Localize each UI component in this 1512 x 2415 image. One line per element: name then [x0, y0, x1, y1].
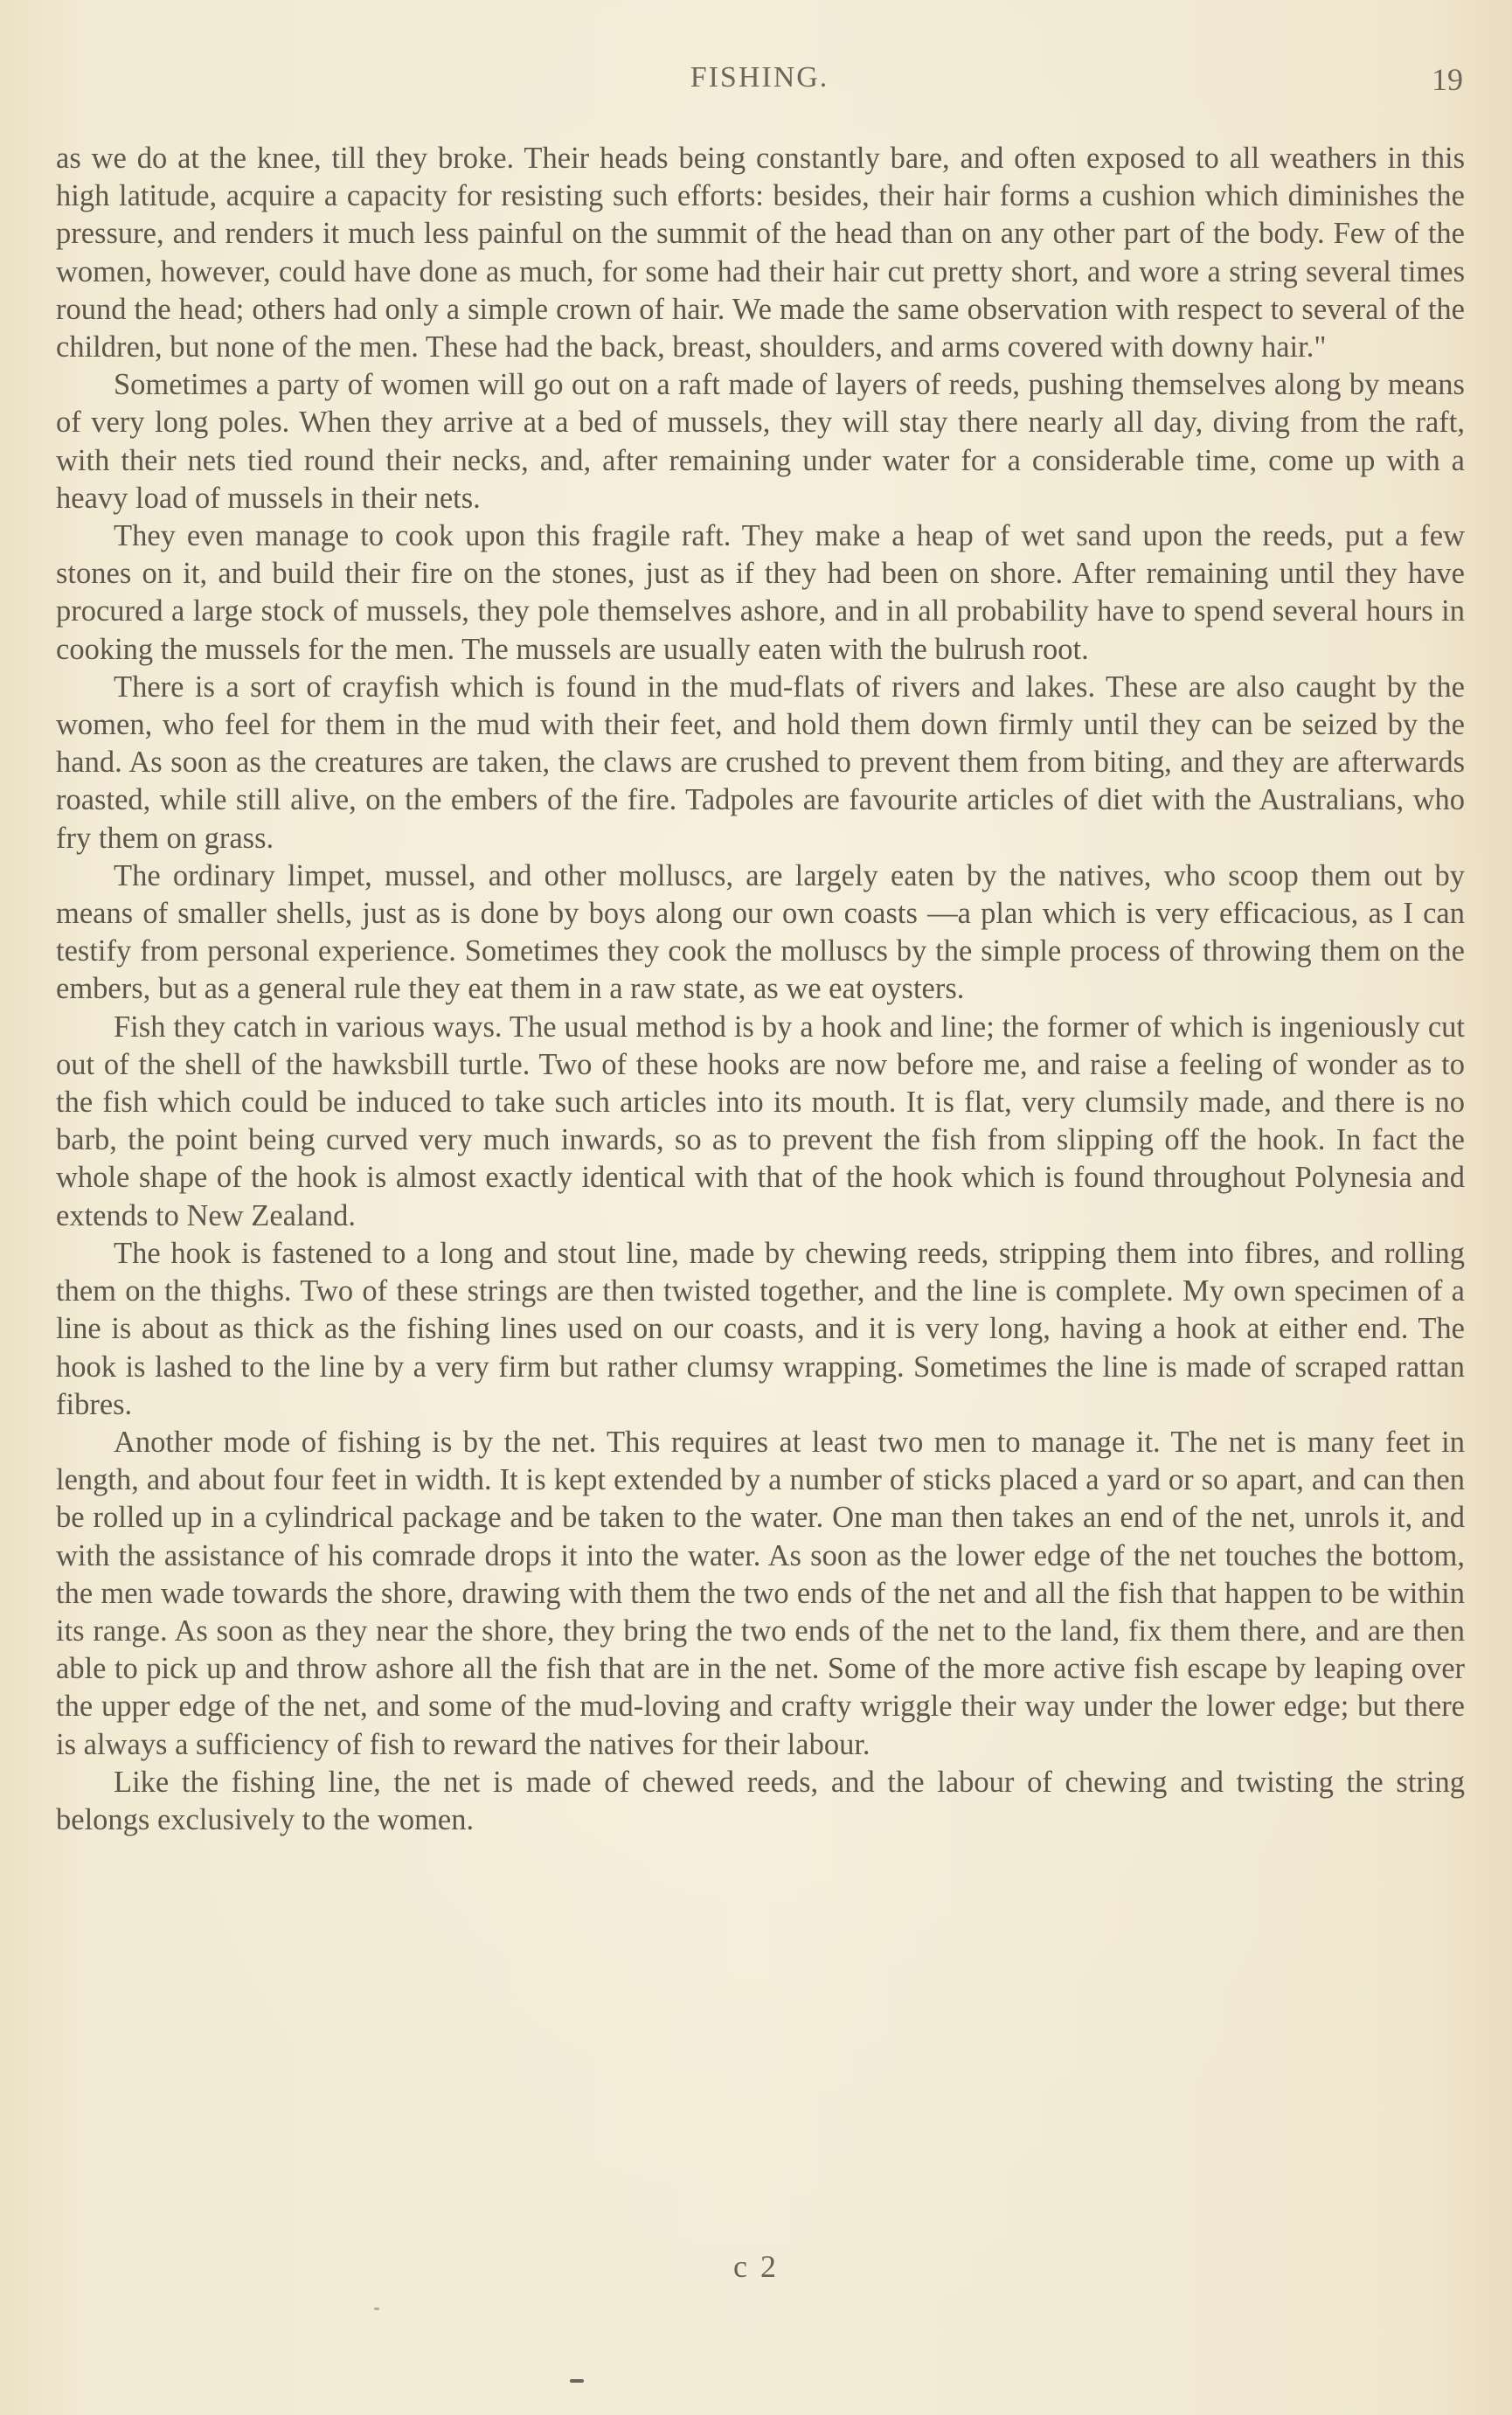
paragraph-line: The hook is fastened to a long and stout line, made by chewing reeds, stripping them into fibres, and rolling them on the thighs. Two of these strings are then twisted together, and the line is complete. My own specimen of a line is about as thick as the fishing lines used on our coasts, and it is very long, having a hook at either end. The hook is lashed to the line by a very firm but rather clumsy wrapping. Sometimes the line is made of scraped rattan fibres. — [56, 1236, 1465, 1421]
paragraph-raft: Sometimes a party of women will go out on a raft made of layers of reeds, pushing themselves along by means of very long poles. When they arrive at a bed of mussels, they will stay there nearly all day, diving from the raft, with their nets tied round their necks, and, after remaining under water for a considerable time, come up with a heavy load of mussels in their nets. — [56, 368, 1465, 515]
paragraph-molluscs: The ordinary limpet, mussel, and other molluscs, are largely eaten by the natives, who scoop them out by means of smaller shells, just as is done by boys along our own coasts —a plan which is very efficacious, as I can testify from personal experience. Sometimes they cook the molluscs by the simple process of throwing them on the embers, but as a general rule they eat them in a raw state, as we eat oysters. — [56, 858, 1465, 1006]
paragraph-continued: as we do at the knee, till they broke. Their heads being constantly bare, and often exposed to all weathers in this high latitude, acquire a capacity for resisting such efforts: besides, their hair forms a cushion which diminishes the pressure, and renders it much less painful on the summit of the head than on any other part of the body. Few of the women, however, could have done as much, for some had their hair cut pretty short, and wore a string several times round the head; others had only a simple crown of hair. We made the same observation with respect to several of the children, but none of the men. These had the back, breast, shoulders, and arms covered with downy hair." — [56, 142, 1465, 364]
paragraph-net-making: Like the fishing line, the net is made of chewed reeds, and the labour of chewing and twisting the string belongs exclusively to the women. — [56, 1765, 1465, 1836]
paragraph-hook: Fish they catch in various ways. The usual method is by a hook and line; the former of which is ingeniously cut out of the shell of the hawksbill turtle. Two of these hooks are now before me, and raise a feeling of wonder as to the fish which could be induced to take such articles into its mouth. It is flat, very clumsily made, and there is no barb, the point being curved very much inwards, so as to prevent the fish from slipping off the hook. In fact the whole shape of the hook is almost exactly identical with that of the hook which is found throughout Polynesia and extends to New Zealand. — [56, 1010, 1465, 1232]
paragraph-net: Another mode of fishing is by the net. This requires at least two men to manage it. The net is many feet in length, and about four feet in width. It is kept extended by a number of sticks placed a yard or so apart, and can then be rolled up in a cylindrical package and be taken to the water. One man then takes an end of the net, unrols it, and with the assistance of his comrade drops it into the water. As soon as the lower edge of the net touches the bottom, the men wade towards the shore, drawing with them the two ends of the net and all the fish that happen to be within its range. As soon as they near the shore, they bring the two ends of the net to the land, fix them there, and are then able to pick up and throw ashore all the fish that are in the net. Some of the more active fish escape by leaping over the upper edge of the net, and some of the mud-loving and crafty wriggle their way under the lower edge; but there is always a sufficiency of fish to reward the natives for their labour. — [56, 1425, 1465, 1761]
signature-mark: c 2 — [733, 2249, 779, 2284]
ink-speck — [570, 2379, 584, 2383]
paragraph-crayfish: There is a sort of crayfish which is found in the mud-flats of rivers and lakes. These are also caught by the women, who feel for them in the mud with their feet, and hold them down firmly until they can be seized by the hand. As soon as the creatures are taken, the claws are crushed to prevent them from biting, and they are afterwards roasted, while still alive, on the embers of the fire. Tadpoles are favourite articles of diet with the Australians, who fry them on grass. — [56, 670, 1465, 855]
paragraph-cooking: They even manage to cook upon this fragile raft. They make a heap of wet sand upon the reeds, put a few stones on it, and build their fire on the stones, just as if they had been on shore. After remaining until they have procured a large stock of mussels, they pole themselves ashore, and in all probability have to spend several hours in cooking the mussels for the men. The mussels are usually eaten with the bulrush root. — [56, 519, 1465, 666]
paper-blemish — [374, 2307, 379, 2310]
page-number: 19 — [1432, 62, 1463, 97]
body-text — [56, 140, 1465, 1839]
running-head — [56, 61, 1463, 105]
running-title: FISHING. — [690, 61, 829, 94]
